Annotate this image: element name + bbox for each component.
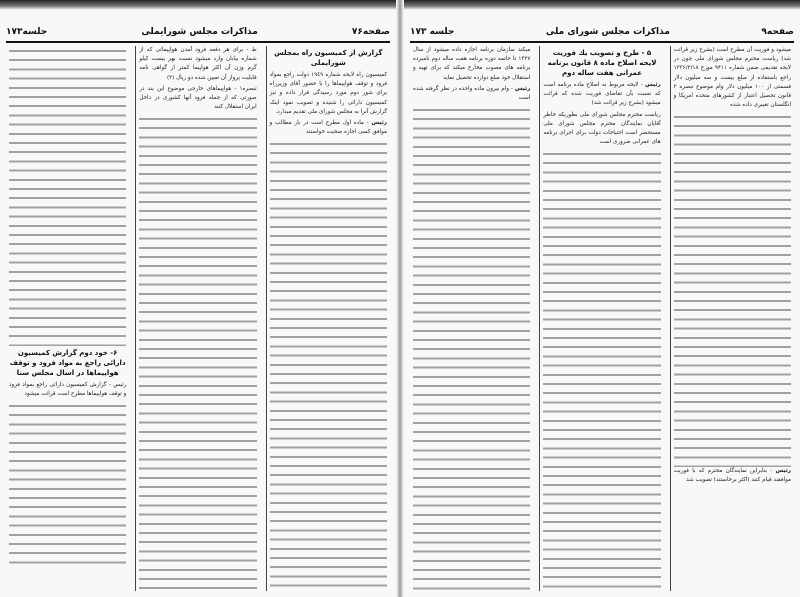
right-page: [404, 10, 800, 597]
speaker-text: بنابراین نمایندگان محترم که با فوریت موافقند قیام کنند (اکثر برخاستند) تصویب شد: [673, 467, 791, 483]
column-subheading: تبصره۱ - هواپیماهای خارجی موضوع این بند در صورتی که از جمله فرود آنها کشوری در داخل ایران استقلال کنند: [139, 85, 257, 111]
right-column-1: میشود و فوریت آن مطرح است (بشرح زیر قرائت شد) ریاست محترم مجلس شورای ملی چون در لایحه تقدیمی ضمن شماره ۹۴۱۱ مورخ ۱۳۳۶/۲/۱۸ راجع باستفاده از مبلغ بیست و سه میلیون دلار قسمتی از ۱۰۰ میلیون دلار وام موضوع تبصره ۲ قانون تحصیل اعتبار از کشورهای متحده امریکا و انگلستان تغییری داده شده رئیس - بنابراین نمایندگان محترم که با فوریت موافقند قیام کنند (اکثر برخاستند) تصویب شد: [670, 46, 794, 591]
column-heading: ۵ - طرح و تصویب یك فوریت لایحه اصلاح ماده ۸ قانون برنامه عمرانی هفت ساله دوم: [547, 49, 657, 77]
speaker-name: رئیس: [645, 82, 661, 88]
column-text: میکند سازمان برنامه اجازه داده میشود از سال ۱۳۲۷ تا خاتمه دوره برنامه هفت ساله دوم نامبرده برنامه های مصوب مخارج میکند که برای تهیه و استقلال خود مبلغ دوازده تحصیل نماید: [413, 47, 531, 81]
right-page-title: مذاکرات مجلس شورای ملی: [545, 27, 670, 37]
header-rule: [410, 41, 794, 43]
right-page-number: صفحه۹: [761, 27, 794, 37]
left-column-3: [6, 46, 129, 591]
body-text-lines: [270, 139, 387, 591]
body-text-lines: [543, 149, 660, 591]
speaker-name: رئیس: [514, 85, 531, 92]
body-text-lines: [674, 112, 791, 466]
speaker-text: ماده اول مطرح است در بار مطالب و موافق کسی اجازه صحبت خواستند: [269, 120, 387, 136]
column-text: ط - برای هر دفعه فرود آمدن هواپیمائی که از شماره بیابان وارد میشود نسبت بهر بیست کیلو گرم وزن آن اکثر هواپیما کمتر از گواهی نامه قابلیت پرواز آن تعیین شده دو ریال (۲): [139, 47, 257, 81]
right-columns: [410, 46, 794, 591]
right-page-header: [410, 24, 794, 40]
header-rule: [6, 41, 390, 43]
column-text: کمیسیون راه لایحه شماره ۱۹٤۹ دولت راجع بمواد فرود و توقف هواپیماها را با حضور آقای وزیرراه برای شور دوم مورد رسیدگی قرار داده و نیز کمیسیون دارائی را شنیده و تصویب نمود اینک گزارش آنرا به مجلس شورای ملی تقدیم میدارد.: [269, 72, 387, 115]
book-gutter: [396, 0, 404, 597]
column-text: میشود و فوریت آن مطرح است (بشرح زیر قرائت شد) ریاست محترم مجلس شورای ملی چون در لایحه تقدیمی ضمن شماره ۹۴۱۱ مورخ ۱۳۳۶/۲/۱۸ راجع باستفاده از مبلغ بیست و سه میلیون دلار قسمتی از ۱۰۰ میلیون دلار وام موضوع تبصره ۲ قانون تحصیل اعتبار از کشورهای متحده امریکا و انگلستان تغییری داده شده: [673, 47, 792, 109]
column-heading: گزارش از کمیسیون راه بمجلس شورایملی: [274, 49, 383, 67]
right-column-3: میکند سازمان برنامه اجازه داده میشود از سال ۱۳۲۷ تا خاتمه دوره برنامه هفت ساله دوم نامبرده برنامه های مصوب مخارج میکند که برای تهیه و استقلال خود مبلغ دوازده تحصیل نماید رئیس - وام بیرون ماده واحده در نظر گرفته شده است: [410, 46, 533, 591]
speaker-name: رئیس: [775, 467, 792, 474]
speaker-text: وام بیرون ماده واحده در نظر گرفته شده است: [413, 85, 531, 102]
right-session-number: جلسه ۱۷۳: [410, 27, 455, 37]
right-column-2: ۵ - طرح و تصویب یك فوریت لایحه اصلاح ماده ۸ قانون برنامه عمرانی هفت ساله دوم رئیس - لایحه مربوط به اصلاح ماده برنامه است که نسبت بآن تقاضای فوریت شده که قرائت میشود (بشرح زیر قرائت شد) ریاست محترم مجلس شورای ملی بطوریکه خاطر آقایان نمایندگان محترم مجلس شورای ملی مستحضر است احتیاجات دولت برای اجرای برنامه های عمرانی ضروری است: [539, 46, 663, 591]
left-page: [0, 10, 396, 597]
left-columns: [6, 46, 390, 591]
body-text-lines: [9, 401, 126, 565]
body-text-lines: [9, 46, 126, 346]
body-text-lines: [139, 114, 256, 591]
column-text: ریاست محترم مجلس شورای ملی بطوریکه خاطر آقایان نمایندگان محترم مجلس شورای ملی مستحضر است احتیاجات دولت برای اجرای برنامه های عمرانی ضروری است: [543, 111, 661, 146]
body-text-lines: [413, 105, 530, 591]
left-column-2: [135, 46, 259, 591]
left-page-number: صفحه۷۶: [351, 27, 390, 37]
left-column-1: گزارش از کمیسیون راه بمجلس شورایملی کمیسیون راه لایحه شماره ۱۹٤۹ دولت راجع بمواد فرود و توقف هواپیماها را با حضور آقای وزیرراه برای شور دوم مورد رسیدگی قرار داده و نیز کمیسیون دارائی را شنیده و تصویب نمود اینک گزارش آنرا به مجلس شورای ملی تقدیم میدارد. رئیس - ماده اول مطرح است در بار مطالب و موافق کسی اجازه صحبت خواستند: [266, 46, 390, 591]
left-page-title: مذاکرات مجلس شورایملی: [141, 27, 258, 37]
left-page-header: [6, 24, 390, 40]
speaker-text: لایحه مربوط به اصلاح ماده برنامه است که نسبت بآن تقاضای فوریت شده که قرائت میشود (بشرح زیر قرائت شد): [543, 82, 661, 107]
column-text: رئیس - گزارش کمیسیون دارائی راجع بمواد فرود و توقف هواپیماها مطرح است قرائت میشود: [9, 381, 127, 397]
column-heading: ۶- خود دوم گزارش کمیسیون دارائی راجع به مواد فرود و توقف هواپیماها در اسال مجلس سنا: [9, 348, 126, 377]
left-session-number: جلسه۱۷۳: [6, 27, 48, 37]
speaker-name: رئیس: [371, 120, 388, 127]
